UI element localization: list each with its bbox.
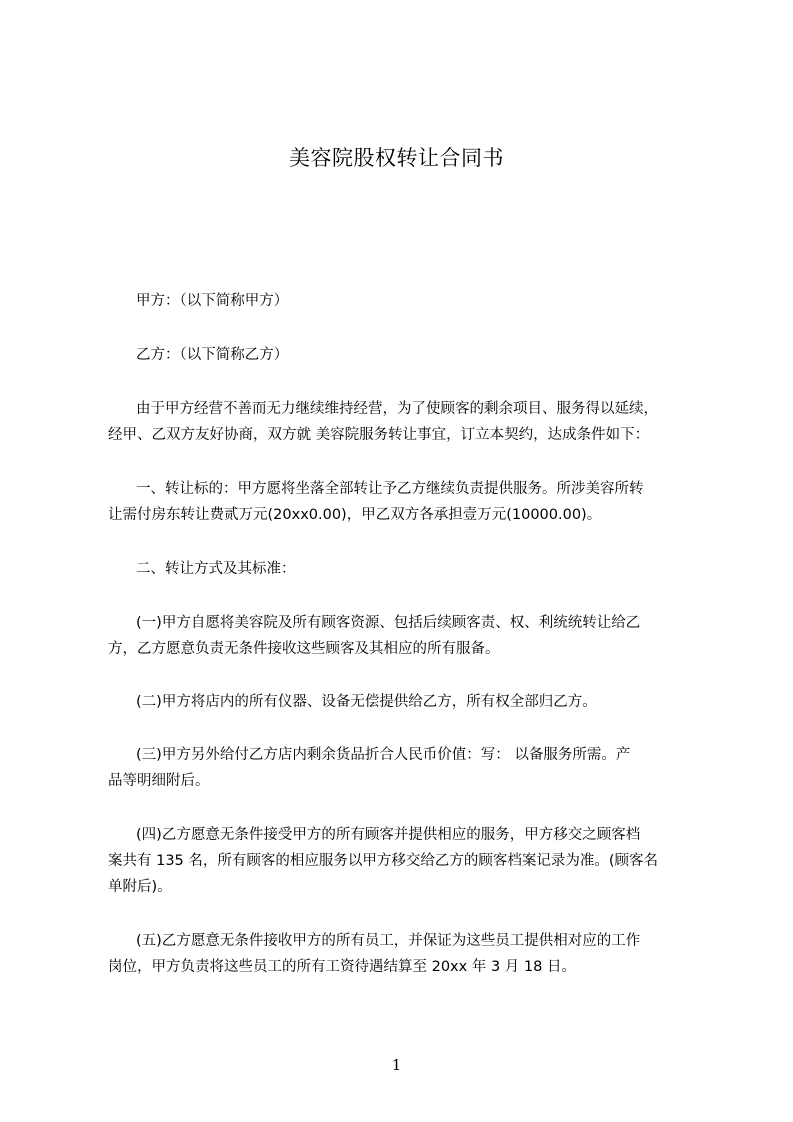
party-b-line: 乙方：（以下简称乙方）: [136, 347, 289, 363]
document-title: 美容院股权转让合同书: [289, 146, 504, 170]
item-4-line-3: 单附后)。: [108, 879, 172, 895]
item-5-line-2: 岗位，甲方负责将这些员工的所有工资待遇结算至 20xx 年 3 月 18 日。: [108, 959, 576, 975]
item-5-line-1: (五)乙方愿意无条件接收甲方的所有员工，并保证为这些员工提供相对应的工作: [136, 933, 641, 949]
intro-line-2: 经甲、乙双方友好协商，双方就 美容院服务转让事宜，订立本契约，达成条件如下：: [108, 427, 650, 443]
clause-1-line-2: 让需付房东转让费贰万元(20xx0.00)，甲乙双方各承担壹万元(10000.00)。: [108, 507, 602, 523]
item-4-line-2: 案共有 135 名，所有顾客的相应服务以甲方移交给乙方的顾客档案记录为准。(顾客名: [108, 853, 659, 869]
item-1-line-1: (一)甲方自愿将美容院及所有顾客资源、包括后续顾客责、权、利统统转让给乙: [136, 615, 641, 631]
item-3-line-1: (三)甲方另外给付乙方店内剩余货品折合人民币价值：写： 以备服务所需。产: [136, 747, 631, 763]
item-3-line-2: 品等明细附后。: [108, 773, 210, 789]
page-number: 1: [391, 1056, 402, 1074]
item-4-line-1: (四)乙方愿意无条件接受甲方的所有顾客并提供相应的服务，甲方移交之顾客档: [136, 827, 641, 843]
clause-2-heading: 二、转让方式及其标准：: [136, 561, 296, 577]
clause-1-line-1: 一、转让标的：甲方愿将坐落全部转让予乙方继续负责提供服务。所涉美容所转: [136, 481, 644, 497]
intro-line-1: 由于甲方经营不善而无力继续维持经营，为了使顾客的剩余项目、服务得以延续，: [136, 401, 658, 417]
item-1-line-2: 方，乙方愿意负责无条件接收这些顾客及其相应的所有服备。: [108, 641, 500, 657]
party-a-line: 甲方：（以下简称甲方）: [136, 293, 289, 309]
item-2-line: (二)甲方将店内的所有仪器、设备无偿提供给乙方，所有权全部归乙方。: [136, 694, 597, 710]
